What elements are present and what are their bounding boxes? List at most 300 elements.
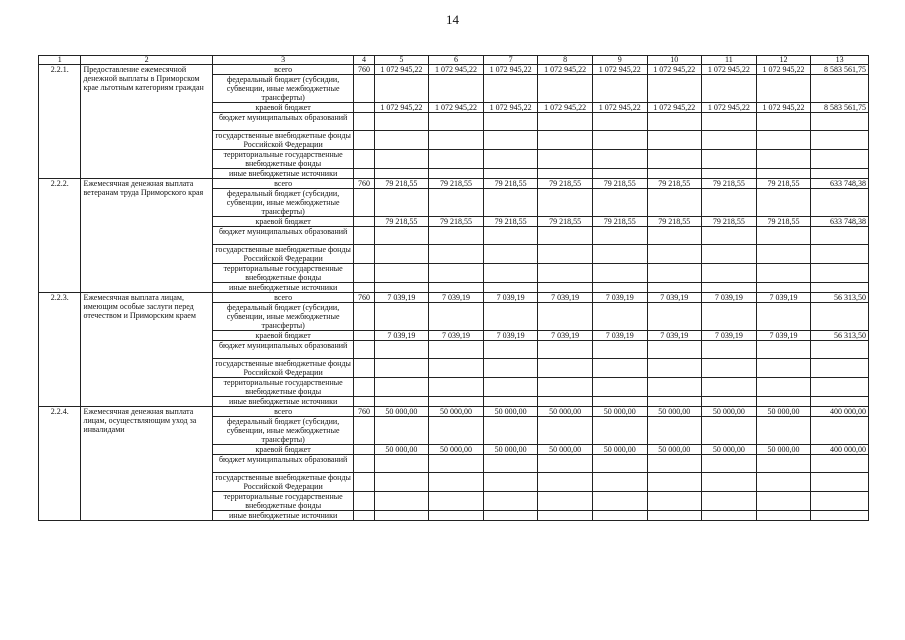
year-value bbox=[429, 245, 484, 264]
funding-source: всего bbox=[212, 293, 354, 303]
year-value: 79 218,55 bbox=[538, 179, 593, 189]
table-row bbox=[39, 65, 869, 75]
year-value: 1 072 945,22 bbox=[702, 65, 757, 75]
year-value bbox=[374, 245, 429, 264]
year-value bbox=[374, 378, 429, 397]
year-value bbox=[538, 417, 593, 445]
total-value bbox=[811, 378, 869, 397]
year-value bbox=[756, 150, 811, 169]
year-value bbox=[429, 113, 484, 131]
year-value bbox=[429, 75, 484, 103]
year-value bbox=[592, 227, 647, 245]
year-value bbox=[483, 397, 538, 407]
total-value bbox=[811, 169, 869, 179]
funding-source: всего bbox=[212, 407, 354, 417]
total-value bbox=[811, 511, 869, 521]
total-value bbox=[811, 131, 869, 150]
table-row bbox=[39, 407, 869, 417]
year-value bbox=[647, 227, 702, 245]
budget-code bbox=[354, 189, 374, 217]
col-header: 8 bbox=[538, 56, 593, 65]
col-header: 5 bbox=[374, 56, 429, 65]
year-value bbox=[647, 492, 702, 511]
year-value bbox=[429, 511, 484, 521]
year-value: 1 072 945,22 bbox=[592, 103, 647, 113]
total-value: 8 583 561,75 bbox=[811, 103, 869, 113]
year-value bbox=[483, 227, 538, 245]
year-value: 7 039,19 bbox=[429, 331, 484, 341]
total-value: 633 748,38 bbox=[811, 179, 869, 189]
year-value bbox=[592, 455, 647, 473]
year-value bbox=[483, 169, 538, 179]
year-value bbox=[702, 378, 757, 397]
total-value: 400 000,00 bbox=[811, 445, 869, 455]
year-value bbox=[538, 378, 593, 397]
year-value: 1 072 945,22 bbox=[538, 65, 593, 75]
year-value bbox=[374, 189, 429, 217]
year-value: 7 039,19 bbox=[702, 293, 757, 303]
year-value bbox=[702, 245, 757, 264]
section-name: Ежемесячная денежная выплата ветеранам труда Приморского края bbox=[81, 179, 212, 293]
year-value bbox=[592, 245, 647, 264]
year-value: 79 218,55 bbox=[538, 217, 593, 227]
total-value bbox=[811, 359, 869, 378]
year-value: 1 072 945,22 bbox=[647, 103, 702, 113]
budget-code bbox=[354, 492, 374, 511]
year-value: 50 000,00 bbox=[483, 407, 538, 417]
year-value: 50 000,00 bbox=[538, 407, 593, 417]
year-value bbox=[483, 417, 538, 445]
year-value bbox=[756, 189, 811, 217]
header-row bbox=[39, 56, 869, 65]
funding-source: территориальные государственные внебюджетные фонды bbox=[212, 378, 354, 397]
year-value bbox=[483, 303, 538, 331]
year-value bbox=[538, 264, 593, 283]
total-value bbox=[811, 227, 869, 245]
page-number: 14 bbox=[446, 12, 459, 27]
year-value bbox=[647, 378, 702, 397]
year-value: 79 218,55 bbox=[647, 217, 702, 227]
year-value: 1 072 945,22 bbox=[647, 65, 702, 75]
funding-source: территориальные государственные внебюджетные фонды bbox=[212, 492, 354, 511]
year-value: 7 039,19 bbox=[538, 331, 593, 341]
year-value bbox=[647, 113, 702, 131]
year-value bbox=[702, 473, 757, 492]
year-value bbox=[374, 283, 429, 293]
total-value bbox=[811, 150, 869, 169]
year-value: 7 039,19 bbox=[374, 293, 429, 303]
funding-source: иные внебюджетные источники bbox=[212, 511, 354, 521]
year-value bbox=[483, 75, 538, 103]
year-value bbox=[538, 303, 593, 331]
year-value bbox=[647, 150, 702, 169]
year-value bbox=[429, 359, 484, 378]
year-value bbox=[429, 169, 484, 179]
total-value bbox=[811, 264, 869, 283]
year-value bbox=[592, 189, 647, 217]
year-value bbox=[374, 131, 429, 150]
total-value: 400 000,00 bbox=[811, 407, 869, 417]
year-value bbox=[592, 473, 647, 492]
year-value bbox=[483, 455, 538, 473]
total-value bbox=[811, 473, 869, 492]
year-value bbox=[538, 189, 593, 217]
year-value bbox=[756, 113, 811, 131]
year-value bbox=[374, 511, 429, 521]
budget-code bbox=[354, 303, 374, 331]
year-value: 1 072 945,22 bbox=[756, 65, 811, 75]
total-value bbox=[811, 492, 869, 511]
year-value bbox=[756, 303, 811, 331]
table-row bbox=[39, 293, 869, 303]
year-value bbox=[647, 417, 702, 445]
year-value bbox=[538, 75, 593, 103]
budget-code bbox=[354, 331, 374, 341]
year-value bbox=[756, 378, 811, 397]
year-value: 7 039,19 bbox=[702, 331, 757, 341]
budget-code: 760 bbox=[354, 293, 374, 303]
year-value bbox=[647, 169, 702, 179]
budget-code bbox=[354, 397, 374, 407]
year-value bbox=[429, 341, 484, 359]
section-number: 2.2.4. bbox=[39, 407, 81, 521]
funding-source: государственные внебюджетные фонды Российской Федерации bbox=[212, 359, 354, 378]
year-value bbox=[702, 131, 757, 150]
year-value bbox=[702, 511, 757, 521]
budget-code bbox=[354, 455, 374, 473]
year-value bbox=[429, 303, 484, 331]
total-value: 8 583 561,75 bbox=[811, 65, 869, 75]
year-value: 1 072 945,22 bbox=[374, 65, 429, 75]
total-value bbox=[811, 455, 869, 473]
year-value bbox=[592, 264, 647, 283]
year-value bbox=[429, 283, 484, 293]
year-value bbox=[702, 455, 757, 473]
year-value bbox=[702, 189, 757, 217]
year-value bbox=[702, 397, 757, 407]
total-value bbox=[811, 303, 869, 331]
year-value bbox=[374, 303, 429, 331]
year-value bbox=[592, 131, 647, 150]
year-value: 7 039,19 bbox=[756, 293, 811, 303]
year-value bbox=[483, 283, 538, 293]
year-value: 50 000,00 bbox=[374, 407, 429, 417]
col-header: 9 bbox=[592, 56, 647, 65]
year-value bbox=[647, 359, 702, 378]
year-value bbox=[702, 113, 757, 131]
budget-code bbox=[354, 359, 374, 378]
year-value: 1 072 945,22 bbox=[592, 65, 647, 75]
total-value bbox=[811, 417, 869, 445]
section-name: Ежемесячная денежная выплата лицам, осуществляющим уход за инвалидами bbox=[81, 407, 212, 521]
year-value bbox=[647, 473, 702, 492]
year-value: 50 000,00 bbox=[756, 445, 811, 455]
year-value bbox=[647, 511, 702, 521]
funding-source: всего bbox=[212, 179, 354, 189]
year-value: 7 039,19 bbox=[592, 293, 647, 303]
year-value bbox=[702, 341, 757, 359]
year-value bbox=[374, 264, 429, 283]
year-value: 50 000,00 bbox=[429, 407, 484, 417]
year-value: 7 039,19 bbox=[647, 293, 702, 303]
year-value bbox=[374, 75, 429, 103]
funding-source: федеральный бюджет (субсидии, субвенции, иные межбюджетные трансферты) bbox=[212, 189, 354, 217]
funding-source: федеральный бюджет (субсидии, субвенции, иные межбюджетные трансферты) bbox=[212, 417, 354, 445]
year-value bbox=[374, 150, 429, 169]
year-value bbox=[756, 75, 811, 103]
budget-code: 760 bbox=[354, 179, 374, 189]
year-value bbox=[592, 359, 647, 378]
year-value bbox=[483, 473, 538, 492]
budget-table bbox=[38, 55, 869, 521]
budget-code bbox=[354, 264, 374, 283]
funding-source: краевой бюджет bbox=[212, 103, 354, 113]
year-value bbox=[538, 283, 593, 293]
year-value: 50 000,00 bbox=[429, 445, 484, 455]
year-value bbox=[429, 189, 484, 217]
funding-source: бюджет муниципальных образований bbox=[212, 341, 354, 359]
funding-source: территориальные государственные внебюджетные фонды bbox=[212, 264, 354, 283]
year-value: 1 072 945,22 bbox=[429, 65, 484, 75]
year-value: 50 000,00 bbox=[538, 445, 593, 455]
year-value bbox=[538, 150, 593, 169]
year-value bbox=[592, 283, 647, 293]
year-value: 7 039,19 bbox=[483, 293, 538, 303]
year-value bbox=[538, 397, 593, 407]
year-value bbox=[483, 511, 538, 521]
funding-source: федеральный бюджет (субсидии, субвенции, иные межбюджетные трансферты) bbox=[212, 303, 354, 331]
year-value bbox=[429, 455, 484, 473]
col-header: 11 bbox=[702, 56, 757, 65]
year-value bbox=[429, 131, 484, 150]
year-value bbox=[374, 492, 429, 511]
year-value bbox=[592, 397, 647, 407]
col-header: 12 bbox=[756, 56, 811, 65]
table-row bbox=[39, 179, 869, 189]
total-value bbox=[811, 113, 869, 131]
year-value bbox=[483, 189, 538, 217]
year-value bbox=[374, 455, 429, 473]
year-value bbox=[592, 341, 647, 359]
total-value: 56 313,50 bbox=[811, 331, 869, 341]
year-value bbox=[702, 359, 757, 378]
year-value bbox=[756, 511, 811, 521]
year-value: 79 218,55 bbox=[483, 179, 538, 189]
year-value bbox=[538, 245, 593, 264]
year-value bbox=[429, 264, 484, 283]
year-value bbox=[429, 417, 484, 445]
year-value bbox=[538, 473, 593, 492]
funding-source: краевой бюджет bbox=[212, 331, 354, 341]
year-value bbox=[592, 150, 647, 169]
year-value bbox=[702, 227, 757, 245]
year-value bbox=[538, 227, 593, 245]
year-value bbox=[374, 417, 429, 445]
funding-source: краевой бюджет bbox=[212, 445, 354, 455]
year-value bbox=[538, 455, 593, 473]
year-value: 7 039,19 bbox=[374, 331, 429, 341]
budget-code bbox=[354, 417, 374, 445]
year-value bbox=[702, 303, 757, 331]
year-value bbox=[429, 492, 484, 511]
year-value bbox=[756, 417, 811, 445]
year-value bbox=[756, 341, 811, 359]
year-value bbox=[483, 113, 538, 131]
col-header: 3 bbox=[212, 56, 354, 65]
budget-code bbox=[354, 103, 374, 113]
year-value: 50 000,00 bbox=[702, 407, 757, 417]
year-value: 7 039,19 bbox=[756, 331, 811, 341]
budget-code: 760 bbox=[354, 65, 374, 75]
year-value bbox=[756, 283, 811, 293]
budget-code bbox=[354, 283, 374, 293]
year-value bbox=[702, 492, 757, 511]
total-value bbox=[811, 341, 869, 359]
funding-source: краевой бюджет bbox=[212, 217, 354, 227]
funding-source: территориальные государственные внебюджетные фонды bbox=[212, 150, 354, 169]
section-name: Предоставление ежемесячной денежной выплаты в Приморском крае льготным категориям граждан bbox=[81, 65, 212, 179]
col-header: 10 bbox=[647, 56, 702, 65]
year-value: 79 218,55 bbox=[647, 179, 702, 189]
total-value bbox=[811, 245, 869, 264]
year-value bbox=[702, 417, 757, 445]
total-value bbox=[811, 397, 869, 407]
year-value: 50 000,00 bbox=[647, 407, 702, 417]
year-value: 79 218,55 bbox=[429, 179, 484, 189]
funding-source: иные внебюджетные источники bbox=[212, 169, 354, 179]
year-value: 79 218,55 bbox=[592, 217, 647, 227]
budget-code: 760 bbox=[354, 407, 374, 417]
year-value bbox=[483, 341, 538, 359]
year-value bbox=[538, 169, 593, 179]
year-value: 50 000,00 bbox=[483, 445, 538, 455]
year-value bbox=[756, 473, 811, 492]
total-value: 56 313,50 bbox=[811, 293, 869, 303]
year-value bbox=[702, 264, 757, 283]
year-value bbox=[429, 227, 484, 245]
year-value: 79 218,55 bbox=[429, 217, 484, 227]
year-value bbox=[483, 492, 538, 511]
year-value: 1 072 945,22 bbox=[374, 103, 429, 113]
year-value: 50 000,00 bbox=[592, 445, 647, 455]
budget-code bbox=[354, 341, 374, 359]
budget-code bbox=[354, 511, 374, 521]
year-value bbox=[647, 303, 702, 331]
budget-code bbox=[354, 113, 374, 131]
year-value: 7 039,19 bbox=[647, 331, 702, 341]
budget-code bbox=[354, 378, 374, 397]
year-value bbox=[592, 492, 647, 511]
year-value: 79 218,55 bbox=[702, 217, 757, 227]
year-value bbox=[702, 283, 757, 293]
year-value bbox=[538, 341, 593, 359]
year-value: 50 000,00 bbox=[374, 445, 429, 455]
year-value: 7 039,19 bbox=[429, 293, 484, 303]
budget-code bbox=[354, 75, 374, 103]
year-value bbox=[756, 245, 811, 264]
section-number: 2.2.3. bbox=[39, 293, 81, 407]
year-value: 7 039,19 bbox=[592, 331, 647, 341]
budget-code bbox=[354, 150, 374, 169]
year-value: 50 000,00 bbox=[702, 445, 757, 455]
year-value bbox=[483, 131, 538, 150]
year-value bbox=[538, 131, 593, 150]
year-value bbox=[592, 378, 647, 397]
col-header: 13 bbox=[811, 56, 869, 65]
year-value: 79 218,55 bbox=[756, 217, 811, 227]
year-value bbox=[374, 341, 429, 359]
year-value bbox=[647, 189, 702, 217]
year-value: 79 218,55 bbox=[592, 179, 647, 189]
year-value bbox=[483, 245, 538, 264]
year-value bbox=[374, 359, 429, 378]
year-value: 50 000,00 bbox=[756, 407, 811, 417]
year-value bbox=[374, 169, 429, 179]
year-value: 79 218,55 bbox=[756, 179, 811, 189]
year-value bbox=[429, 378, 484, 397]
funding-source: иные внебюджетные источники bbox=[212, 283, 354, 293]
year-value bbox=[538, 492, 593, 511]
year-value bbox=[483, 378, 538, 397]
funding-source: бюджет муниципальных образований bbox=[212, 227, 354, 245]
year-value bbox=[374, 397, 429, 407]
funding-source: всего bbox=[212, 65, 354, 75]
year-value: 79 218,55 bbox=[702, 179, 757, 189]
year-value bbox=[647, 75, 702, 103]
year-value bbox=[538, 359, 593, 378]
year-value bbox=[592, 417, 647, 445]
col-header: 1 bbox=[39, 56, 81, 65]
budget-code bbox=[354, 131, 374, 150]
year-value bbox=[483, 264, 538, 283]
funding-source: иные внебюджетные источники bbox=[212, 397, 354, 407]
year-value bbox=[756, 227, 811, 245]
year-value: 79 218,55 bbox=[483, 217, 538, 227]
col-header: 7 bbox=[483, 56, 538, 65]
funding-source: бюджет муниципальных образований bbox=[212, 455, 354, 473]
year-value: 79 218,55 bbox=[374, 179, 429, 189]
year-value bbox=[756, 131, 811, 150]
year-value bbox=[647, 397, 702, 407]
year-value bbox=[647, 283, 702, 293]
year-value bbox=[429, 397, 484, 407]
year-value bbox=[647, 245, 702, 264]
year-value bbox=[592, 511, 647, 521]
budget-code bbox=[354, 473, 374, 492]
funding-source: бюджет муниципальных образований bbox=[212, 113, 354, 131]
funding-source: государственные внебюджетные фонды Российской Федерации bbox=[212, 473, 354, 492]
col-header: 2 bbox=[81, 56, 212, 65]
year-value bbox=[756, 169, 811, 179]
year-value: 1 072 945,22 bbox=[756, 103, 811, 113]
year-value bbox=[592, 169, 647, 179]
year-value bbox=[483, 359, 538, 378]
year-value: 1 072 945,22 bbox=[702, 103, 757, 113]
year-value bbox=[592, 113, 647, 131]
budget-code bbox=[354, 169, 374, 179]
year-value: 1 072 945,22 bbox=[483, 103, 538, 113]
year-value: 79 218,55 bbox=[374, 217, 429, 227]
year-value bbox=[592, 75, 647, 103]
total-value bbox=[811, 283, 869, 293]
year-value bbox=[429, 473, 484, 492]
year-value: 50 000,00 bbox=[592, 407, 647, 417]
year-value bbox=[756, 397, 811, 407]
year-value: 1 072 945,22 bbox=[483, 65, 538, 75]
budget-code bbox=[354, 217, 374, 227]
year-value bbox=[756, 455, 811, 473]
year-value bbox=[374, 227, 429, 245]
